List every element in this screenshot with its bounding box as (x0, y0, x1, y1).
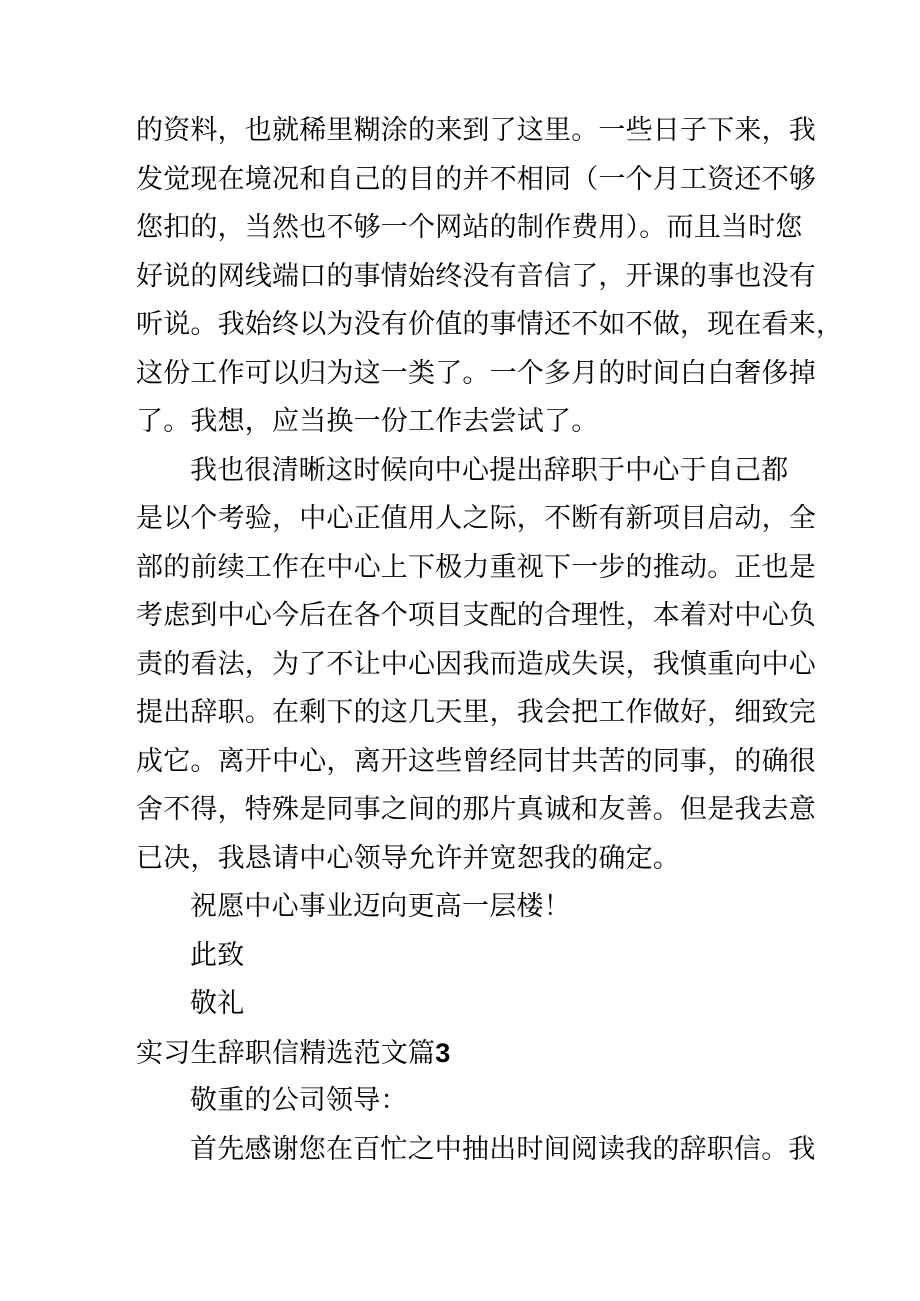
paragraph-1-line-5: 听说。我始终以为没有价值的事情还不如不做，现在看来， (136, 309, 844, 340)
paragraph-1-line-4: 好说的网线端口的事情始终没有音信了，开课的事也没有 (136, 261, 816, 292)
closing-salutation-2: 敬礼 (190, 988, 245, 1019)
paragraph-2-line-2: 是以个考验，中心正值用人之际，不断有新项目启动，全 (136, 503, 816, 534)
paragraph-2-line-3: 部的前续工作在中心上下极力重视下一步的推动。正也是 (136, 552, 816, 583)
letter-3-greeting: 敬重的公司领导： (190, 1085, 408, 1116)
paragraph-2-line-9: 已决，我恳请中心领导允许并宽恕我的确定。 (136, 843, 680, 874)
paragraph-1-line-3: 您扣的，当然也不够一个网站的制作费用）。而且当时您 (136, 212, 803, 243)
section-heading (136, 1035, 450, 1071)
paragraph-2-line-4: 考虑到中心今后在各个项目支配的合理性，本着对中心负 (136, 600, 816, 631)
paragraph-1-line-1: 的资料，也就稀里糊涂的来到了这里。一些日子下来，我 (136, 115, 816, 146)
paragraph-2-line-8: 舍不得，特殊是同事之间的那片真诚和友善。但是我去意 (136, 794, 816, 825)
paragraph-2-line-6: 提出辞职。在剩下的这几天里，我会把工作做好，细致完 (136, 697, 816, 728)
paragraph-2-line-1: 我也很清晰这时候向中心提出辞职于中心于自己都 (190, 455, 789, 486)
letter-3-first-line: 首先感谢您在百忙之中抽出时间阅读我的辞职信。我 (190, 1134, 816, 1165)
paragraph-2-line-5: 责的看法，为了不让中心因我而造成失误，我慎重向中心 (136, 649, 816, 680)
closing-wish: 祝愿中心事业迈向更高一层楼！ (190, 891, 571, 922)
paragraph-2-line-7: 成它。离开中心，离开这些曾经同甘共苦的同事，的确很 (136, 746, 816, 777)
section-heading-text: 实习生辞职信精选范文篇 (136, 1038, 436, 1069)
paragraph-1-line-7: 了。我想，应当换一份工作去尝试了。 (136, 406, 599, 437)
paragraph-1-line-2: 发觉现在境况和自己的目的并不相同（一个月工资还不够 (136, 164, 816, 195)
closing-salutation-1: 此致 (190, 940, 245, 971)
section-heading-number: 3 (435, 1038, 451, 1068)
paragraph-1-line-6: 这份工作可以归为这一类了。一个多月的时间白白奢侈掉 (136, 358, 816, 389)
